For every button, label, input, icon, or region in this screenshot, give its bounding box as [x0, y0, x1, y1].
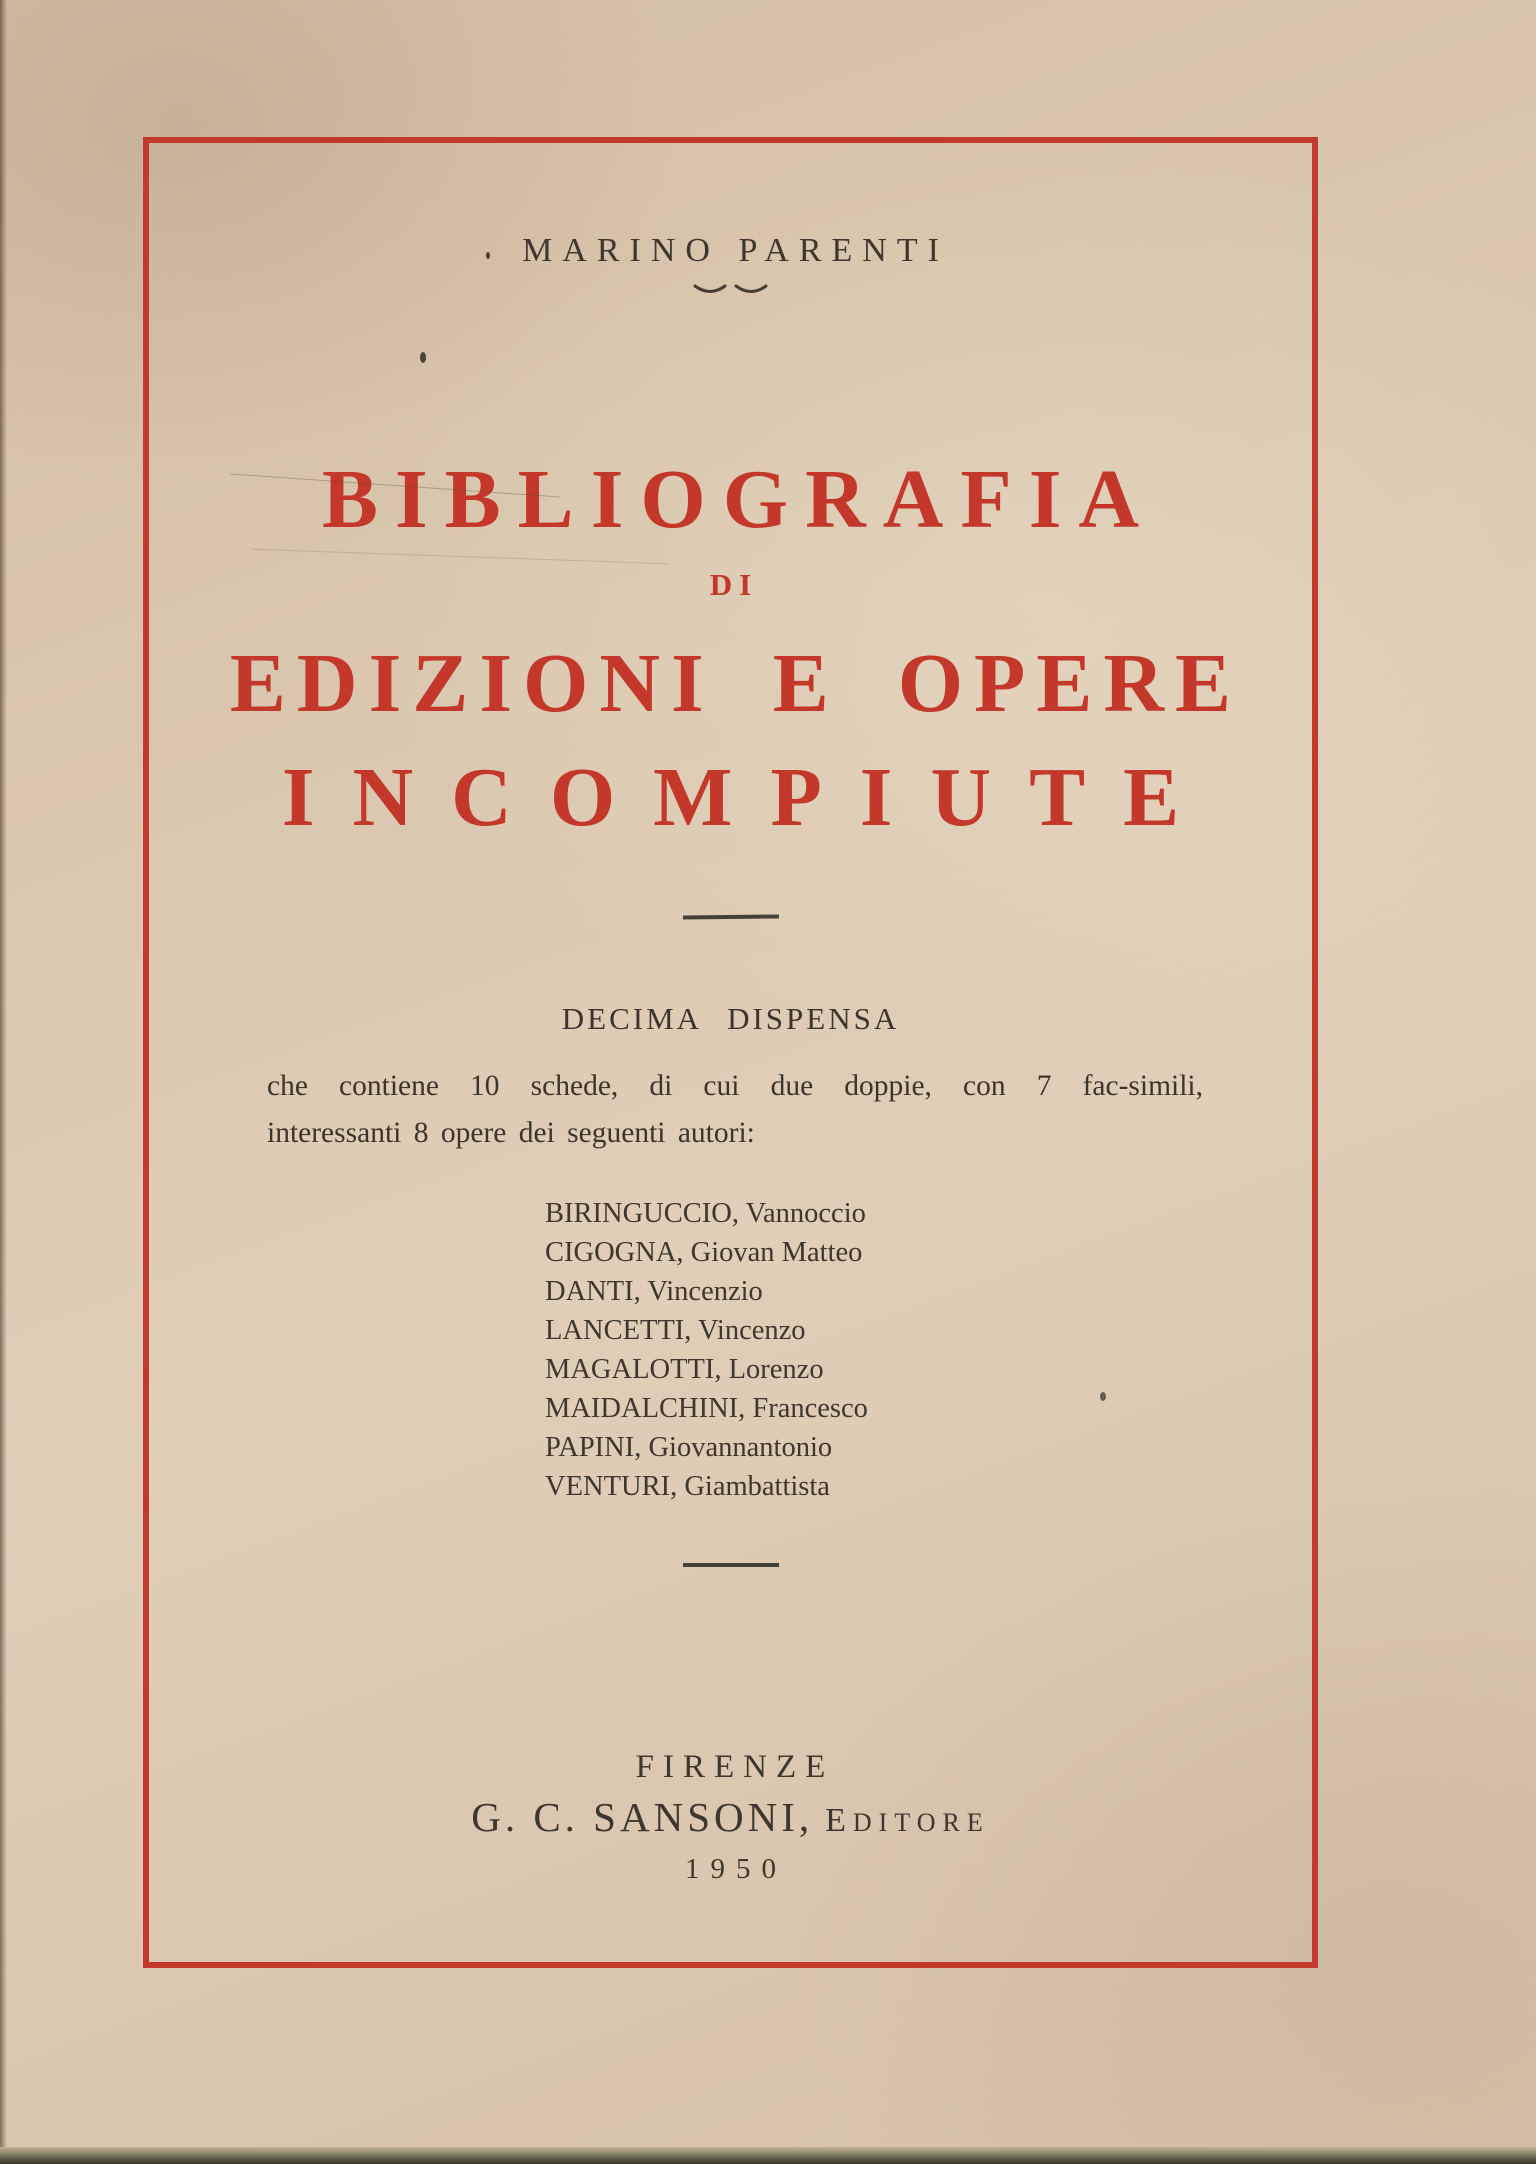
description-paragraph — [267, 1063, 1203, 1157]
author-name: MARINO PARENTI — [522, 232, 949, 269]
list-item: LANCETTI, Vincenzo — [545, 1315, 806, 1346]
paper-speck — [486, 252, 490, 259]
undertie-ornament-icon — [149, 281, 1312, 304]
authors-list — [545, 1194, 868, 1506]
paper-speck — [420, 352, 426, 363]
list-item: MAIDALCHINI, Francesco — [545, 1393, 868, 1424]
divider-rule-top — [682, 914, 778, 919]
red-border-frame — [143, 137, 1318, 1968]
list-item: PAPINI, Giovannantonio — [545, 1432, 833, 1463]
description-line-1: che contiene 10 schede, di cui due doppie, con 7 fac-simili, — [267, 1070, 1203, 1102]
title-line-di: DI — [709, 567, 759, 602]
title-line-bibliografia: BIBLIOGRAFIA — [321, 453, 1157, 546]
imprint-year: 1950 — [685, 1853, 787, 1885]
title-line-incompiute: INCOMPIUTE — [281, 751, 1218, 844]
scan-edge-bottom — [0, 2147, 1536, 2164]
scan-edge-left — [0, 0, 7, 2164]
imprint-city: FIRENZE — [635, 1749, 835, 1785]
publisher-name: G. C. SANSONI, — [471, 1794, 814, 1840]
list-item: DANTI, Vincenzio — [545, 1276, 763, 1307]
list-item: BIRINGUCCIO, Vannoccio — [545, 1198, 866, 1229]
divider-rule-bottom — [683, 1563, 779, 1567]
imprint-publisher — [149, 1793, 1312, 1841]
paper-speck — [1100, 1392, 1106, 1401]
publisher-role-initial: E — [825, 1802, 853, 1839]
title-line-edizioni-e-opere: EDIZIONI E OPERE — [229, 637, 1243, 730]
publisher-role-rest: DITORE — [852, 1808, 990, 1837]
list-item: CIGOGNA, Giovan Matteo — [545, 1237, 863, 1268]
description-line-2: interessanti 8 opere dei seguenti autori: — [267, 1117, 755, 1149]
list-item: VENTURI, Giambattista — [545, 1471, 830, 1502]
section-heading: DECIMA DISPENSA — [561, 1001, 900, 1036]
list-item: MAGALOTTI, Lorenzo — [545, 1354, 824, 1385]
